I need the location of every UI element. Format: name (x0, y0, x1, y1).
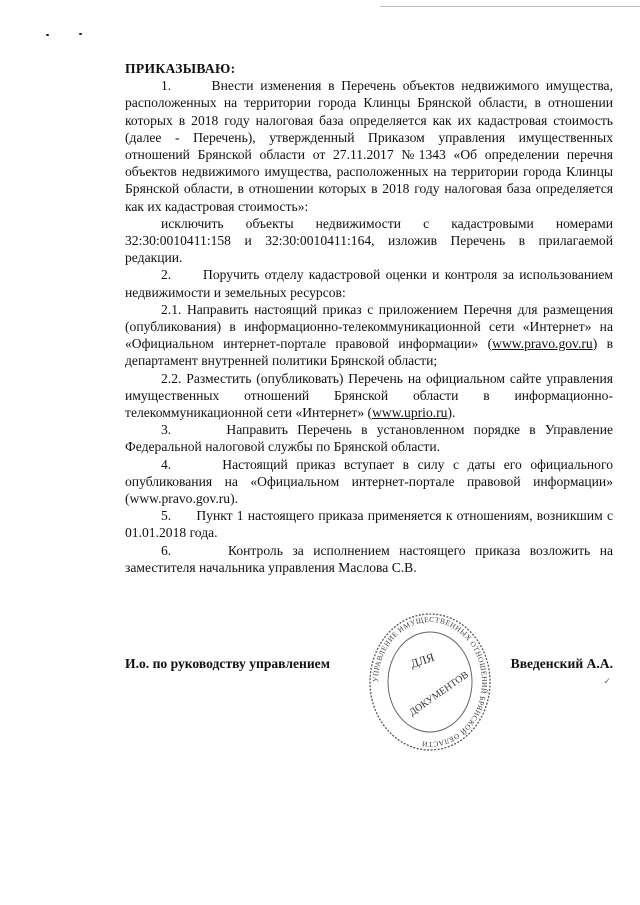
item-6: 6. Контроль за исполнением настоящего приказа возложить на заместителя начальника управления Маслова С.В. (125, 542, 614, 575)
scan-speck (79, 33, 82, 35)
official-stamp (368, 610, 493, 755)
signatory-name: Введенский А.А. (510, 656, 613, 671)
item-2-1: 2.1. Направить настоящий приказ с приложением Перечня для размещения (опубликования) в информационно-телекоммуникационной сети «Интернет» на «Официальном интернет-портале правовой информации» (www.pravo.gov.ru) в департамент внутренней политики Брянской области; (125, 301, 613, 369)
signature-mark: ✓ (603, 676, 611, 686)
stamp-center-top: ДЛЯ (408, 650, 437, 671)
stamp-center-bottom: ДОКУМЕНТОВ (407, 669, 471, 719)
item-2-2: 2.2. Разместить (опубликовать) Перечень на официальном сайте управления имущественных отношений Брянской области в информационно-телекоммуникационной сети «Интернет» (www.uprio.ru). (125, 370, 613, 421)
item-4: 4. Настоящий приказ вступает в силу с даты его официального опубликования на «Официальном интернет-портале правовой информации» (www.pravo.gov.ru). (125, 456, 613, 507)
item-5: 5. Пункт 1 настоящего приказа применяется к отношениям, возникшим с 01.01.2018 года. (125, 508, 613, 541)
item-1-detail: исключить объекты недвижимости с кадастровыми номерами 32:30:0010411:158 и 32:30:0010411:164, изложив Перечень в прилагаемой редакции. (125, 215, 613, 266)
item-1: 1. Внести изменения в Перечень объектов недвижимого имущества, расположенных на территории города Клинцы Брянской области, в отношении которых в 2018 году налоговая база определяется как их кадастровая стоимость (далее - Перечень), утвержденный Приказом управления имущественных отношений Брянской области от 27.11.2017 №1343 «Об определении перечня объектов недвижимого имущества, расположенных на территории города Клинцы Брянской области, в отношении которых в 2018 году налоговая база определяется как их кадастровая стоимость»: (125, 78, 613, 214)
scan-edge-line (380, 6, 640, 7)
scan-speck (46, 34, 49, 36)
item-2: 2. Поручить отделу кадастровой оценки и контроля за использованием недвижимости и земельных ресурсов: (125, 267, 614, 300)
document-body (125, 60, 613, 576)
signatory-title: И.о. по руководству управлением (125, 656, 330, 671)
stamp-outer-text: УПРАВЛЕНИЕ ИМУЩЕСТВЕННЫХ ОТНОШЕНИЙ БРЯНСКОЙ ОБЛАСТИ (370, 614, 490, 750)
pravo-link[interactable]: www.pravo.gov.ru (492, 336, 593, 352)
order-heading: ПРИКАЗЫВАЮ: (125, 61, 236, 76)
uprio-link[interactable]: www.uprio.ru (372, 405, 448, 421)
svg-text:УПРАВЛЕНИЕ ИМУЩЕСТВЕННЫХ ОТНОШ (371, 615, 489, 749)
item-3: 3. Направить Перечень в установленном порядке в Управление Федеральной налоговой службы по Брянской области. (125, 422, 614, 455)
